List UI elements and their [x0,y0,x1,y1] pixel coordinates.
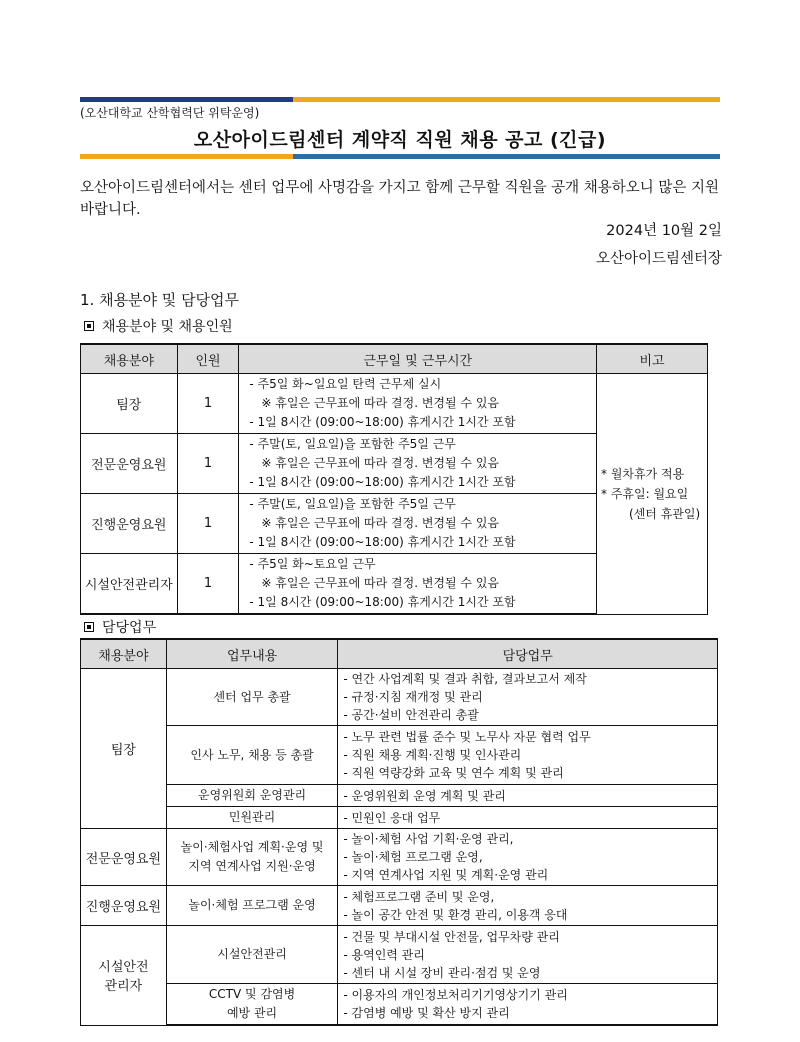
duties-cell [338,926,718,984]
schedule-line: ※ 휴일은 근무표에 따라 결정. 변경될 수 있음 [261,576,500,590]
content-cell [166,984,338,1026]
field-line: 시설안전 [98,960,149,976]
table-row [81,984,718,1026]
schedule-cell [239,434,597,494]
schedule-line: - 1일 8시간 (09:00~18:00) 휴게시간 1시간 포함 [249,535,516,549]
header-cell: 인원 [177,344,239,374]
schedule-cell [239,494,597,554]
content-cell: 민원관리 [166,807,338,829]
duties-cell [338,785,718,807]
header-bar-bottom-gold [80,154,293,159]
note-line: (센터 휴관일) [629,506,701,521]
schedule-line: - 주말(토, 일요일)을 포함한 주5일 근무 [249,437,456,451]
field-cell: 전문운영요원 [81,829,167,886]
subsection-label: 담당업무 [102,620,157,636]
schedule-line: ※ 휴일은 근무표에 따라 결정. 변경될 수 있음 [261,396,500,410]
duty-line: - 지역 연계사업 지원 및 계획·운영 관리 [343,868,549,882]
header-cell: 업무내용 [166,639,338,669]
duty-line: - 이용자의 개인정보처리기기영상기기 관리 [343,988,568,1002]
square-bullet-icon [84,321,94,331]
field-cell: 팀장 [81,374,178,434]
header-bar-bottom-steel [293,154,720,159]
duty-line: - 체험프로그램 준비 및 운영, [343,889,495,904]
schedule-line: ※ 휴일은 근무표에 따라 결정. 변경될 수 있음 [261,456,500,470]
schedule-line: - 주5일 화~일요일 탄력 근무제 실시 [249,377,442,391]
duties-table [80,638,718,1026]
note-line: * 월차휴가 적용 [601,466,685,481]
duty-line: - 민원인 응대 업무 [343,810,441,825]
duty-line: - 규정·지침 재개정 및 관리 [343,690,483,704]
schedule-line: - 주말(토, 일요일)을 포함한 주5일 근무 [249,497,456,511]
content-cell [166,829,338,886]
content-cell: 인사 노무, 채용 등 총괄 [166,726,338,785]
intro-paragraph: 오산아이드림센터에서는 센터 업무에 사명감을 가지고 함께 근무할 직원을 공개 채용하오니 많은 지원바랍니다. [80,180,719,218]
square-bullet-icon [84,622,94,632]
duty-line: - 노무 관련 법률 준수 및 노무사 자문 협력 업무 [343,730,591,744]
content-cell: 시설안전관리 [166,926,338,984]
section-heading: 1. 채용분야 및 담당업무 [80,291,240,309]
field-cell: 진행운영요원 [81,886,167,926]
field-cell: 팀장 [81,669,167,829]
schedule-line: - 1일 8시간 (09:00~18:00) 휴게시간 1시간 포함 [249,475,516,489]
announcement-date: 2024년 10월 2일 [606,223,722,239]
table-row [81,926,718,984]
note-cell [597,374,708,615]
subsection-heading-recruit [84,316,233,336]
table-row [81,669,718,726]
duties-cell [338,829,718,886]
header-bar-top-gold [293,97,720,102]
content-cell: 놀이·체험 프로그램 운영 [166,886,338,926]
table-header-row [81,344,708,374]
schedule-line: - 1일 8시간 (09:00~18:00) 휴게시간 1시간 포함 [249,595,516,609]
table-header-row [81,639,718,669]
count-cell: 1 [177,554,239,615]
count-cell: 1 [177,494,239,554]
duty-line: - 직원 역량강화 교육 및 연수 계획 및 관리 [343,766,564,780]
header-cell: 담당업무 [338,639,718,669]
schedule-line: - 주5일 화~토요일 근무 [249,557,376,571]
table-row [81,785,718,807]
content-line: 예방 관리 [226,1006,278,1020]
table-row [81,374,708,434]
content-line: 놀이·체험사업 계획·운영 및 [180,840,324,854]
content-line: CCTV 및 감염병 [208,987,296,1001]
organizer-note: (오산대학교 산학협력단 위탁운영) [80,106,260,120]
field-cell: 전문운영요원 [81,434,178,494]
count-cell: 1 [177,434,239,494]
header-cell: 근무일 및 근무시간 [239,344,597,374]
schedule-cell [239,554,597,615]
note-line: * 주휴일: 월요일 [601,486,689,501]
table-row [81,886,718,926]
duties-cell [338,807,718,829]
table-row [81,829,718,886]
schedule-cell [239,374,597,434]
header-cell: 채용분야 [81,344,178,374]
content-line: 지역 연계사업 지원·운영 [188,859,316,873]
header-cell: 비고 [597,344,708,374]
content-cell: 센터 업무 총괄 [166,669,338,726]
duty-line: - 연간 사업계획 및 결과 취합, 결과보고서 제작 [343,672,587,686]
duty-line: - 센터 내 시설 장비 관리·점검 및 운영 [343,965,541,980]
page-title: 오산아이드림센터 계약직 직원 채용 공고 (긴급) [193,129,607,151]
duty-line: - 용역인력 관리 [343,947,425,962]
duties-cell [338,669,718,726]
header-cell: 채용분야 [81,639,167,669]
field-cell: 시설안전관리자 [81,554,178,615]
duty-line: - 놀이·체험 사업 기획·운영 관리, [343,832,514,846]
content-cell: 운영위원회 운영관리 [166,785,338,807]
table-row [81,726,718,785]
schedule-line: - 1일 8시간 (09:00~18:00) 휴게시간 1시간 포함 [249,415,516,429]
field-cell: 진행운영요원 [81,494,178,554]
duty-line: - 직원 채용 계획·진행 및 인사관리 [343,748,522,762]
subsection-heading-duties [84,617,156,637]
subsection-label: 채용분야 및 채용인원 [102,319,233,335]
field-cell [81,926,167,1026]
duty-line: - 놀이 공간 안전 및 환경 관리, 이용객 응대 [343,907,568,922]
duty-line: - 건물 및 부대시설 안전물, 업무차량 관리 [343,929,560,944]
header-bar-top-navy [80,97,293,102]
schedule-line: ※ 휴일은 근무표에 따라 결정. 변경될 수 있음 [261,516,500,530]
recruitment-table [80,343,708,615]
duty-line: - 공간·설비 안전관리 총괄 [343,708,479,722]
duty-line: - 운영위원회 운영 계획 및 관리 [343,788,506,803]
duty-line: - 놀이·체험 프로그램 운영, [343,850,483,864]
duties-cell [338,886,718,926]
signer: 오산아이드림센터장 [595,251,722,267]
table-row [81,807,718,829]
duties-cell [338,984,718,1026]
field-line: 관리자 [104,979,143,995]
duty-line: - 감염병 예방 및 확산 방지 관리 [343,1006,510,1020]
duties-cell [338,726,718,785]
count-cell: 1 [177,374,239,434]
